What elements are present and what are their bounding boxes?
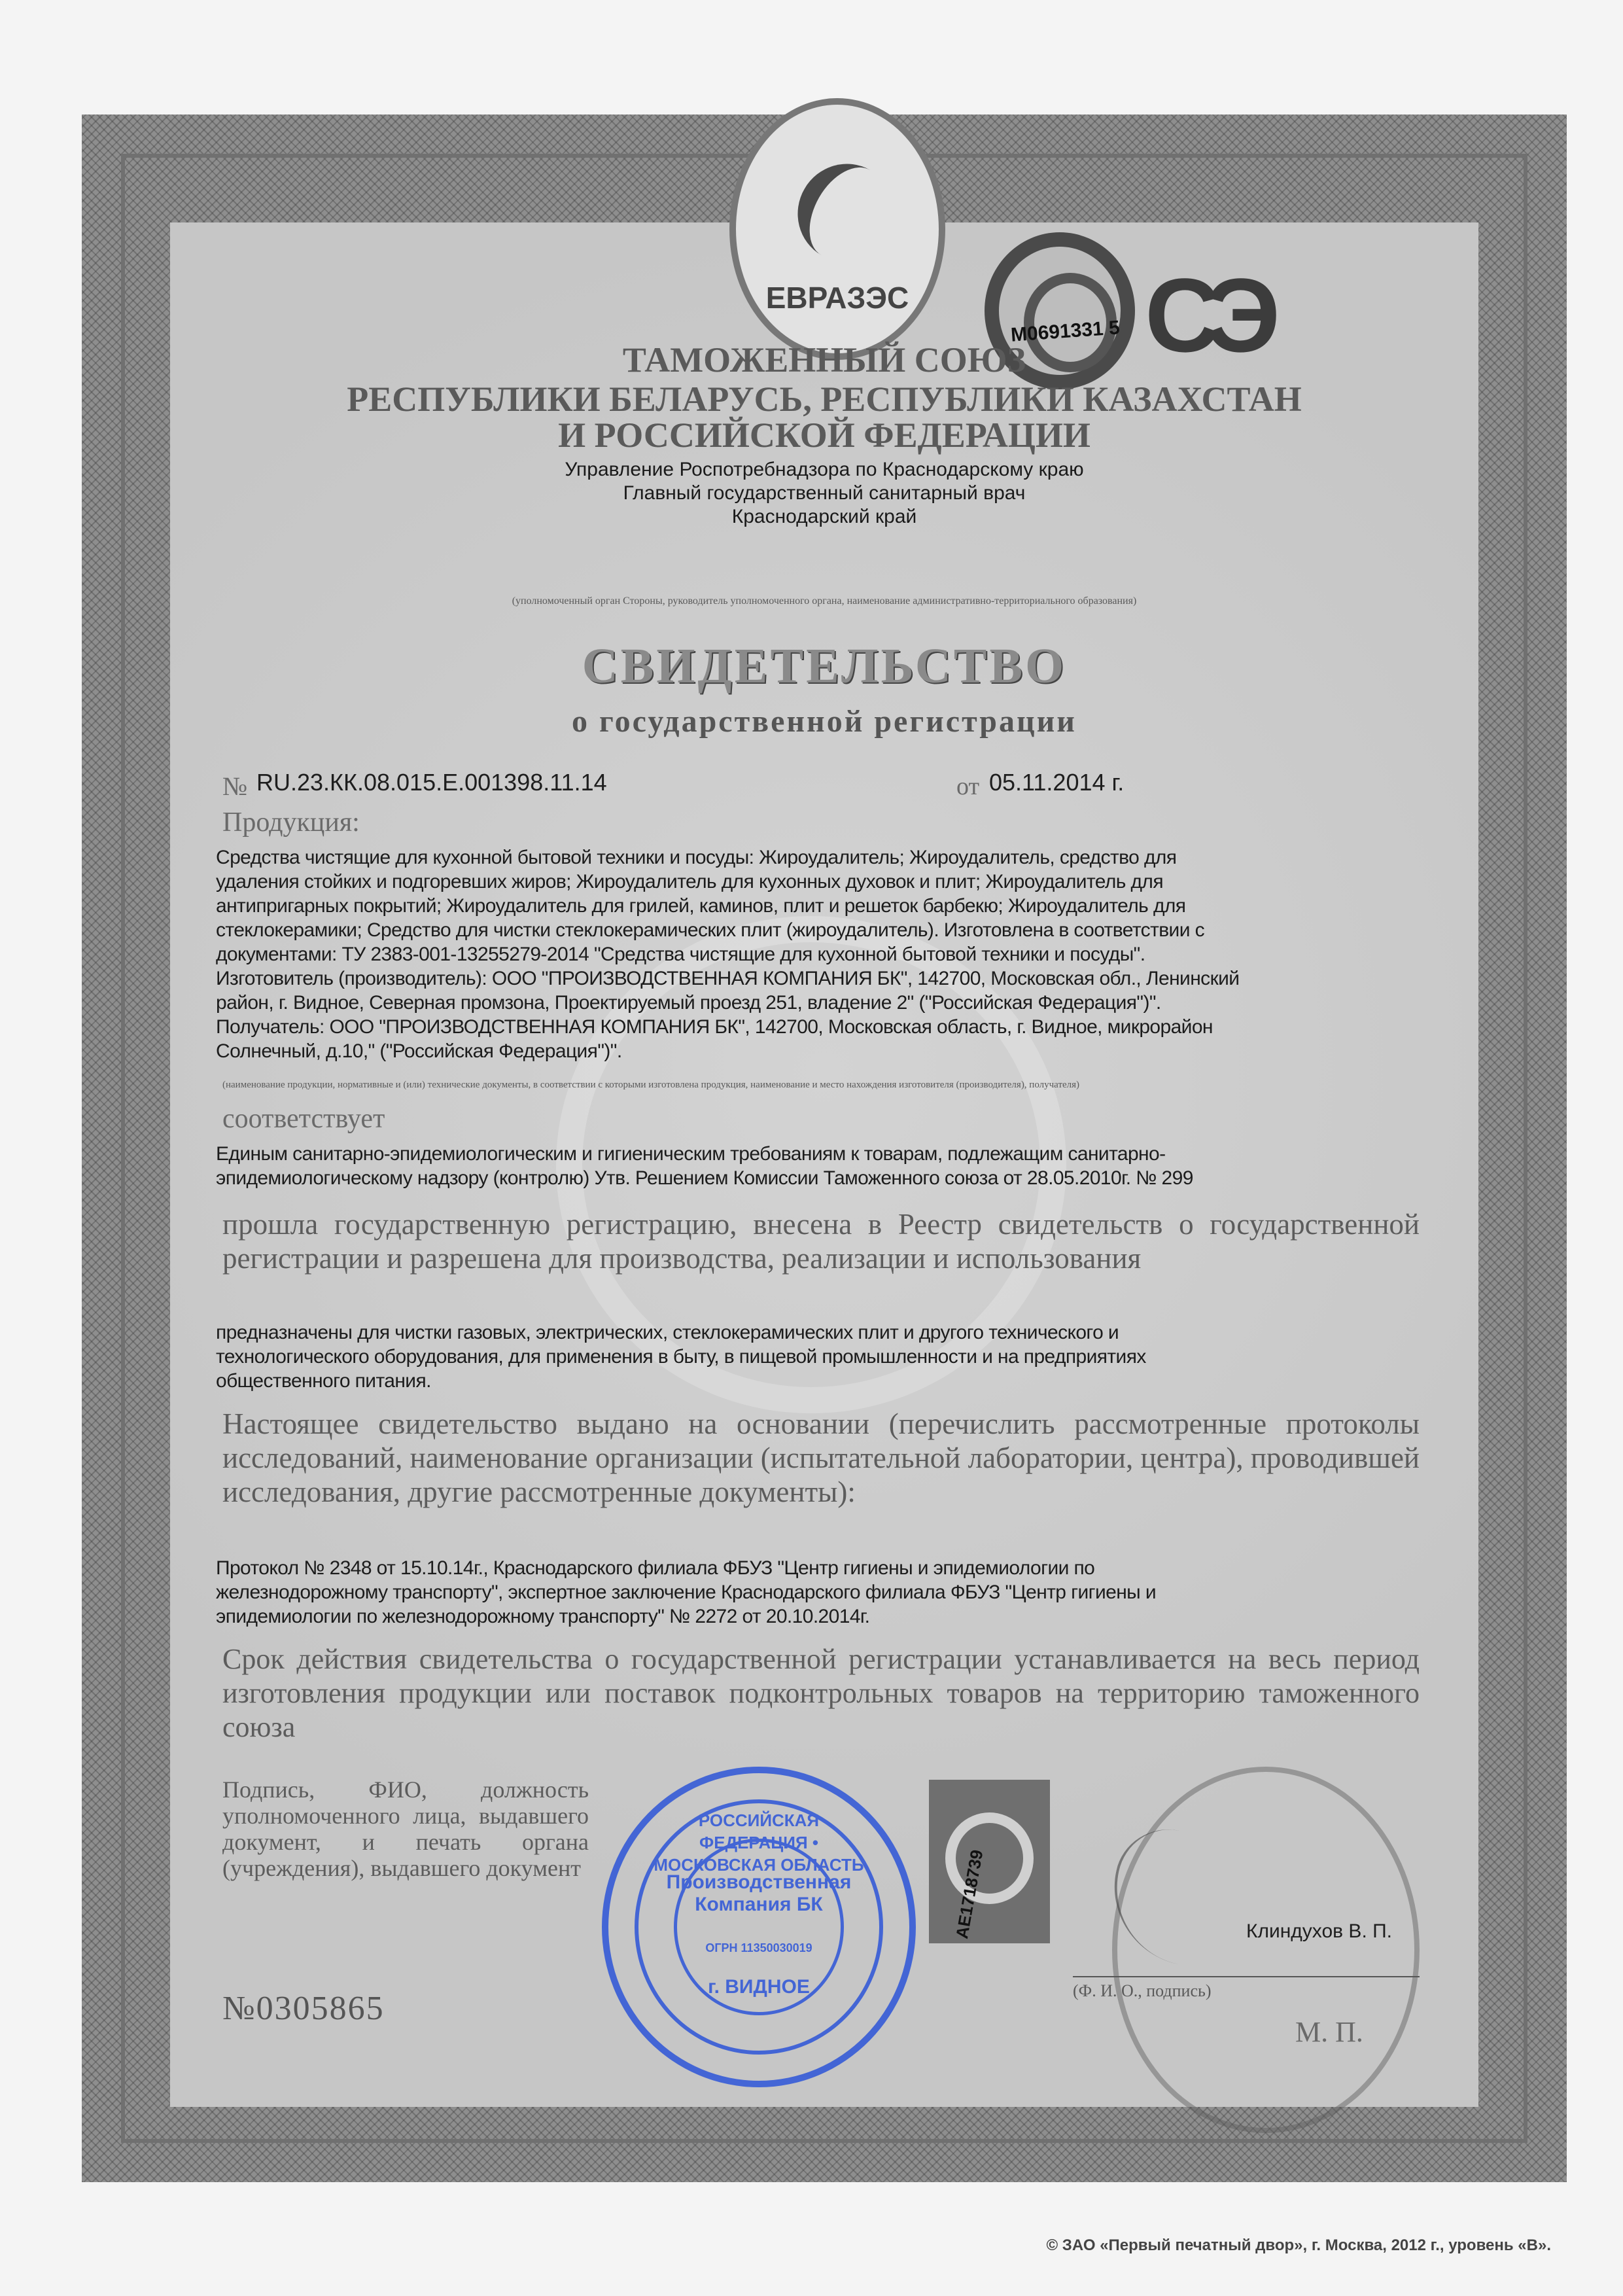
union-title-line: И РОССИЙСКОЙ ФЕДЕРАЦИИ — [558, 415, 1091, 455]
union-title-line: РЕСПУБЛИКИ БЕЛАРУСЬ, РЕСПУБЛИКИ КАЗАХСТАН — [347, 380, 1302, 419]
certificate-subtitle: о государственной регистрации — [572, 704, 1077, 739]
sanitary-mark-icon: СЭ — [1145, 256, 1268, 374]
serial-number: №0305865 — [222, 1990, 385, 2027]
hologram-number: AE1718739 — [952, 1848, 987, 1941]
usage-text — [216, 1320, 1426, 1393]
badge-number: M0691331 5 — [1010, 317, 1121, 346]
basis-line: Протокол № 2348 от 15.10.14г., Краснодарского филиала ФБУЗ "Центр гигиены и эпидемиологии по — [216, 1557, 1095, 1579]
union-title — [170, 340, 1478, 455]
basis-statement: Настоящее свидетельство выдано на основании (перечислить рассмотренные протоколы исследований, наименование организации (испытательной лаборатории, центра), проводившей исследования, другие рассмотренные документы): — [222, 1407, 1420, 1508]
compliance-text — [216, 1142, 1426, 1190]
usage-line: общественного питания. — [216, 1370, 431, 1392]
registration-statement: прошла государственную регистрацию, внесена в Реестр свидетельств о государственной регистрации и разрешена для производства, реализации и использования — [222, 1208, 1420, 1275]
certificate-number: RU.23.КК.08.015.Е.001398.11.14 — [256, 769, 607, 796]
usage-line: технологического оборудования, для применения в быту, в пищевой промышленности и на предприятиях — [216, 1346, 1146, 1368]
seal-mark: М. П. — [1295, 2016, 1363, 2048]
basis-documents — [216, 1556, 1426, 1629]
union-title-line: ТАМОЖЕННЫЙ СОЮЗ — [622, 340, 1026, 380]
evrazes-logo — [729, 98, 945, 360]
signer-name: Клиндухов В. П. — [1246, 1920, 1393, 1942]
hologram-icon — [929, 1780, 1050, 1943]
logo-text: ЕВРАЗЭС — [765, 281, 909, 315]
product-line: удаления стойких и подгоревших жиров; Жироудалитель для кухонных духовок и плит; Жироудалитель для — [216, 871, 1163, 892]
authority-line: Управление Роспотребнадзора по Краснодарскому краю — [565, 459, 1084, 480]
signer-caption: (Ф. И. О., подпись) — [1073, 1981, 1212, 2000]
certificate-title: СВИДЕТЕЛЬСТВО — [582, 639, 1067, 694]
product-line: Средства чистящие для кухонной бытовой техники и посуды: Жироудалитель; Жироудалитель, средство для — [216, 847, 1177, 868]
product-line: Получатель: ООО "ПРОИЗВОДСТВЕННАЯ КОМПАНИЯ БК", 142700, Московская область, г. Видное, микрорайон — [216, 1016, 1213, 1038]
product-label: Продукция: — [222, 807, 360, 838]
product-line: Солнечный, д.10," ("Российская Федерация")". — [216, 1040, 622, 1062]
product-line: документами: ТУ 2383-001-13255279-2014 "Средства чистящие для кухонной бытовой техники и посуды". — [216, 944, 1145, 965]
printer-footer: © ЗАО «Первый печатный двор», г. Москва, 2012 г., уровень «В». — [1046, 2236, 1551, 2254]
certificate-date: 05.11.2014 г. — [989, 769, 1125, 796]
stamp-center-text: Производственная Компания БК — [666, 1871, 852, 1915]
product-caption: (наименование продукции, нормативные и (или) технические документы, в соответствии с которыми изготовлена продукция, наименование и место нахождения изготовителя (производителя), получателя) — [222, 1080, 1080, 1090]
product-description — [216, 845, 1426, 1063]
signature-label: Подпись, ФИО, должность уполномоченного лица, выдавшего документ, и печать органа (учреждения), выдавшего документ — [222, 1776, 589, 1881]
product-line: Изготовитель (производитель): ООО "ПРОИЗВОДСТВЕННАЯ КОМПАНИЯ БК", 142700, Московская обл., Ленинский — [216, 968, 1240, 989]
stamp-outer-text: РОССИЙСКАЯ ФЕДЕРАЦИЯ • МОСКОВСКАЯ ОБЛАСТЬ — [654, 1810, 864, 1875]
stamp-city: г. ВИДНОЕ — [708, 1976, 810, 1998]
product-line: стеклокерамики; Средство для чистки стеклокерамических плит (жироудалитель). Изготовлена в соответствии с — [216, 919, 1205, 941]
number-prefix: № — [222, 771, 248, 801]
authority-line: Краснодарский край — [731, 506, 917, 527]
stamp-ogrn: ОГРН 11350030019 — [705, 1941, 812, 1954]
product-line: антипригарных покрытий; Жироудалитель для грилей, каминов, плит и решеток барбекю; Жироудалитель для — [216, 895, 1186, 917]
basis-line: железнодорожному транспорту", экспертное заключение Краснодарского филиала ФБУЗ "Центр гигиены и — [216, 1581, 1157, 1603]
authority-line: Главный государственный санитарный врач — [623, 482, 1026, 504]
date-prefix: от — [956, 773, 980, 800]
authority-caption: (уполномоченный орган Стороны, руководитель уполномоченного органа, наименование административно-территориального образования) — [512, 595, 1137, 607]
authority — [170, 458, 1478, 529]
product-line: район, г. Видное, Северная промзона, Проектируемый проезд 251, владение 2" ("Российская Федерация")". — [216, 992, 1161, 1014]
validity-statement: Срок действия свидетельства о государственной регистрации устанавливается на весь период изготовления продукции или поставок подконтрольных товаров на территорию таможенного союза — [222, 1643, 1420, 1743]
compliance-line: эпидемиологическому надзору (контролю) Утв. Решением Комиссии Таможенного союза от 28.05.2010г. № 299 — [216, 1167, 1193, 1189]
compliance-line: Единым санитарно-эпидемиологическим и гигиеническим требованиям к товарам, подлежащим санитарно- — [216, 1143, 1166, 1165]
compliance-label: соответствует — [222, 1104, 385, 1134]
evrazes-emblem-icon — [780, 147, 911, 279]
basis-line: эпидемиологии по железнодорожному транспорту" № 2272 от 20.10.2014г. — [216, 1606, 870, 1627]
signature-line — [1073, 1976, 1420, 1977]
usage-line: предназначены для чистки газовых, электрических, стеклокерамических плит и другого технического и — [216, 1322, 1119, 1343]
company-stamp — [602, 1767, 916, 2087]
